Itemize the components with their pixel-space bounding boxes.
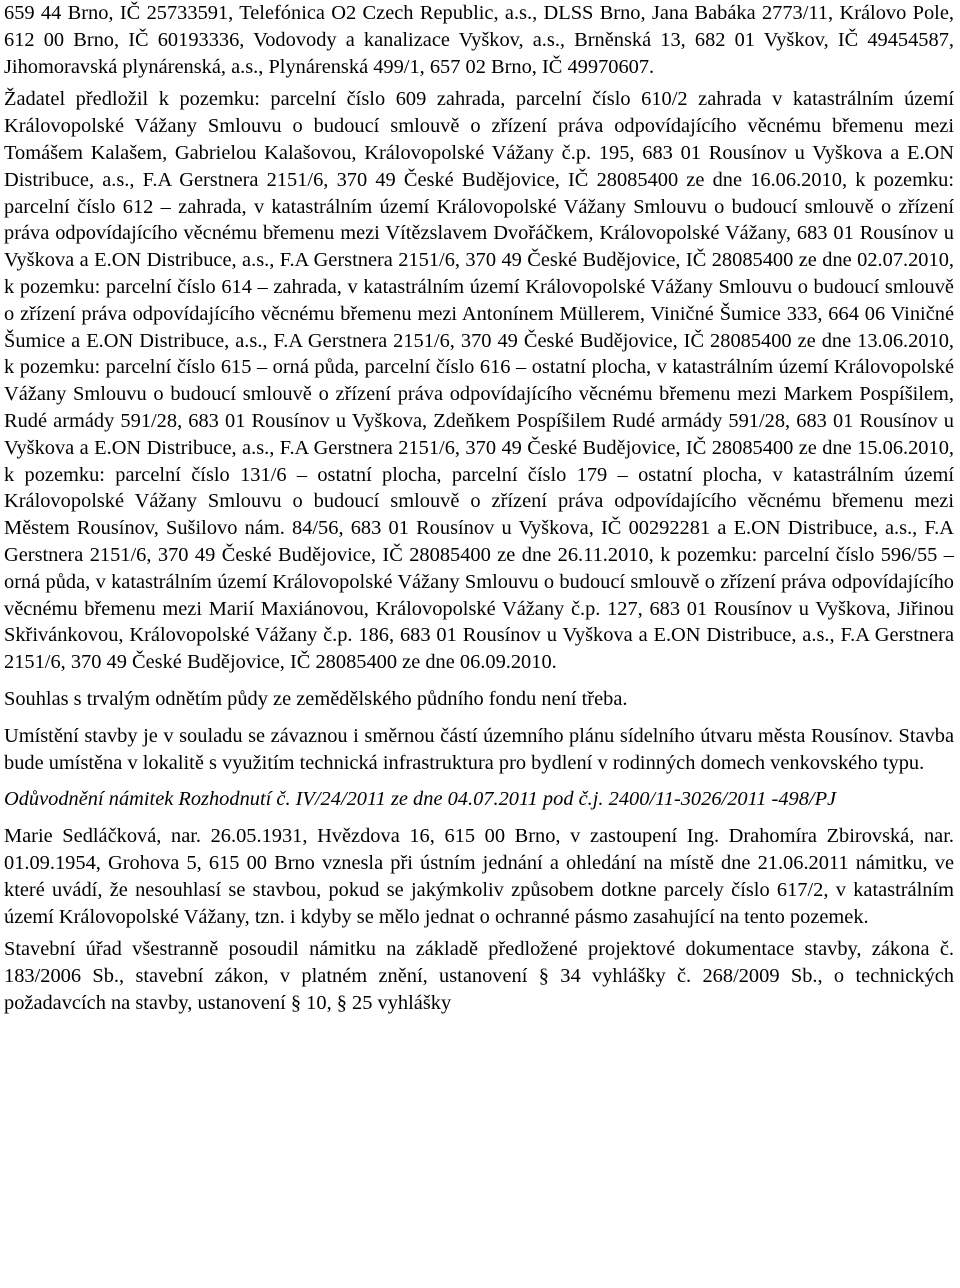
location-paragraph: Umístění stavby je v souladu se závaznou i směrnou částí územního plánu sídelního útvaru města Rousínov. Stavba bude umístěna v lokalitě s využitím technická infrastruktura pro bydlení v rodinných domech venkovského typu. [4, 724, 954, 774]
objections-heading: Odůvodnění námitek Rozhodnutí č. IV/24/2011 ze dne 04.07.2011 pod č.j. 2400/11-3026/2011 -498/PJ [4, 788, 837, 811]
document-page [4, 0, 954, 1017]
objection-paragraph: Marie Sedláčková, nar. 26.05.1931, Hvězdova 16, 615 00 Brno, v zastoupení Ing. Drahomíra Zbirovská, nar. 01.09.1954, Grohova 5, 615 00 Brno vznesla při ústním jednání a ohledání na místě dne 21.06.2011 námitku, ve které uvádí, že nesouhlasí se stavbou, pokud se jakýmkoliv způsobem dotkne parcely číslo 617/2, v katastrálním území Královopolské Vážany, tzn. i kdyby se mělo jednat o ochranné pásmo zasahující na tento pozemek. [4, 825, 954, 928]
contacts-paragraph: 659 44 Brno, IČ 25733591, Telefónica O2 Czech Republic, a.s., DLSS Brno, Jana Babáka 2773/11, Královo Pole, 612 00 Brno, IČ 60193336, Vodovody a kanalizace Vyškov, a.s., Brněnská 13, 682 01 Vyškov, IČ 49454587, Jihomoravská plynárenská, a.s., Plynárenská 499/1, 657 02 Brno, IČ 49970607. [4, 2, 954, 78]
consent-paragraph: Souhlas s trvalým odnětím půdy ze zemědělského půdního fondu není třeba. [4, 687, 628, 710]
office-paragraph: Stavební úřad všestranně posoudil námitku na základě předložené projektové dokumentace stavby, zákona č. 183/2006 Sb., stavební zákon, v platném znění, ustanovení § 34 vyhlášky č. 268/2009 Sb., o technických požadavcích na stavby, ustanovení § 10, § 25 vyhlášky [4, 938, 954, 1014]
applicant-paragraph: Žadatel předložil k pozemku: parcelní číslo 609 zahrada, parcelní číslo 610/2 zahrada v katastrálním území Královopolské Vážany Smlouvu o budoucí smlouvě o zřízení práva odpovídajícího věcnému břemenu mezi Tomášem Kalašem, Gabrielou Kalašovou, Královopolské Vážany č.p. 195, 683 01 Rousínov u Vyškova a E.ON Distribuce, a.s., F.A Gerstnera 2151/6, 370 49 České Budějovice, IČ 28085400 ze dne 16.06.2010, k pozemku: parcelní číslo 612 – zahrada, v katastrálním území Královopolské Vážany Smlouvu o budoucí smlouvě o zřízení práva odpovídajícího věcnému břemenu mezi Vítězslavem Dvořáčkem, Královopolské Vážany, 683 01 Rousínov u Vyškova a E.ON Distribuce, a.s., F.A Gerstnera 2151/6, 370 49 České Budějovice, IČ 28085400 ze dne 02.07.2010, k pozemku: parcelní číslo 614 – zahrada, v katastrálním území Královopolské Vážany Smlouvu o budoucí smlouvě o zřízení práva odpovídajícího věcnému břemenu mezi Antonínem Müllerem, Viničné Šumice 333, 664 06 Viničné Šumice a E.ON Distribuce, a.s., F.A Gerstnera 2151/6, 370 49 České Budějovice, IČ 28085400 ze dne 13.06.2010, k pozemku: parcelní číslo 615 – orná půda, parcelní číslo 616 – ostatní plocha, v katastrálním území Královopolské Vážany Smlouvu o budoucí smlouvě o zřízení práva odpovídajícího věcnému břemenu mezi Markem Pospíšilem, Rudé armády 591/28, 683 01 Rousínov u Vyškova, Zdeňkem Pospíšilem Rudé armády 591/28, 683 01 Rousínov u Vyškova a E.ON Distribuce, a.s., F.A Gerstnera 2151/6, 370 49 České Budějovice, IČ 28085400 ze dne 15.06.2010, k pozemku: parcelní číslo 131/6 – ostatní plocha, parcelní číslo 179 – ostatní plocha, v katastrálním území Královopolské Vážany Smlouvu o budoucí smlouvě o zřízení práva odpovídajícího věcnému břemenu mezi Městem Rousínov, Sušilovo nám. 84/56, 683 01 Rousínov u Vyškova, IČ 00292281 a E.ON Distribuce, a.s., F.A Gerstnera 2151/6, 370 49 České Budějovice, IČ 28085400 ze dne 26.11.2010, k pozemku: parcelní číslo 596/55 – orná půda, v katastrálním území Královopolské Vážany Smlouvu o budoucí smlouvě o zřízení práva odpovídajícího věcnému břemenu mezi Marií Maxiánovou, Královopolské Vážany č.p. 127, 683 01 Rousínov u Vyškova, Jiřinou Skřivánkovou, Královopolské Vážany č.p. 186, 683 01 Rousínov u Vyškova a E.ON Distribuce, a.s., F.A Gerstnera 2151/6, 370 49 České Budějovice, IČ 28085400 ze dne 06.09.2010. [4, 88, 954, 674]
